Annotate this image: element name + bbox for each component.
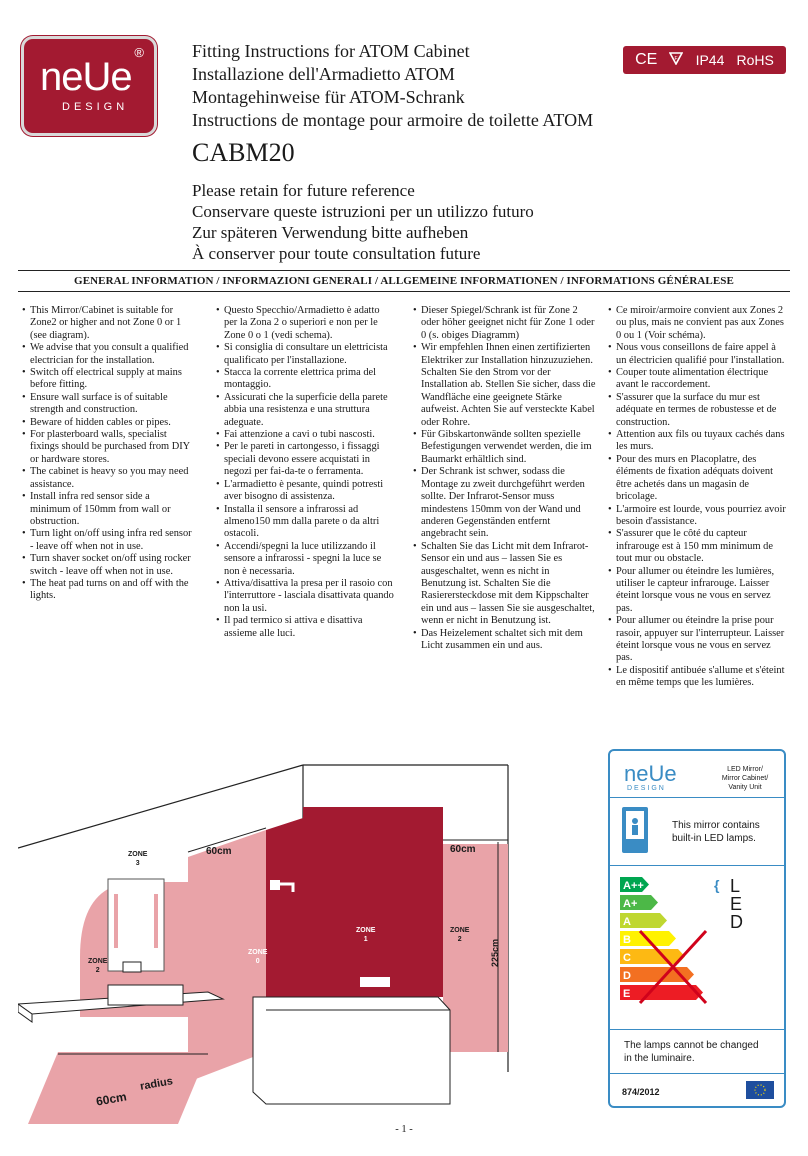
column-german (413, 305, 596, 652)
page-number: - 1 - (395, 1124, 413, 1135)
energy-class-label: A++ (623, 880, 644, 892)
list-item: • Turn light on/off using infra red sensor - leave off when not in use. (22, 528, 192, 553)
ip-rating: IP44 (695, 52, 725, 68)
lamps-cannot-change-notice: The lamps cannot be changed in the luminaire. (624, 1040, 759, 1064)
dimension-radius: radius (139, 1075, 174, 1093)
energy-class-label: A+ (623, 898, 638, 910)
list-item: • Ensure wall surface is of suitable strength and construction. (22, 392, 192, 417)
title-de: Montagehinweise für ATOM-Schrank (192, 87, 465, 107)
column-italian (216, 305, 394, 640)
energy-class-label: D (623, 970, 631, 982)
label-logo-sub: DESIGN (627, 785, 666, 792)
list-item: • Il pad termico si attiva e disattiva assieme alle luci. (216, 615, 394, 640)
list-item: • Für Gibskartonwände sollten spezielle Befestigungen verwendet werden, die im Baumarkt erhältlich sind. (413, 429, 596, 466)
list-item: • This Mirror/Cabinet is suitable for Zone2 or higher and not Zone 0 or 1 (see diagram). (22, 305, 192, 342)
divider (610, 1073, 784, 1074)
section-header: GENERAL INFORMATION / INFORMAZIONI GENERALI / ALLGEMEINE INFORMATIONEN / INFORMATIONS GÉNÉRALESE (74, 275, 734, 287)
list-item: • Installa il sensore a infrarossi ad almeno150 mm dalla parete o da altri ostacoli. (216, 504, 394, 541)
list-item: • Pour allumer ou éteindre la prise pour rasoir, appuyer sur l'interrupteur. Laisser éteint lorsque vous ne vous en servez pas. (608, 615, 788, 665)
list-item: • Das Heizelement schaltet sich mit dem Licht zusammen ein und aus. (413, 628, 596, 653)
divider (18, 270, 790, 271)
dimension-radius-value: 60cm (95, 1089, 128, 1109)
retain-fr: À conserver pour toute consultation future (192, 244, 481, 263)
column-english (22, 305, 192, 603)
list-item: • For plasterboard walls, specialist fixings should be purchased from DIY or hardware stores. (22, 429, 192, 466)
list-item: • L'armadietto è pesante, quindi potresti aver bisogno di assistenza. (216, 479, 394, 504)
list-item: • Pour allumer ou éteindre les lumières, utiliser le capteur infrarouge. Laisser éteint lorsque vous ne vous en servez pas. (608, 566, 788, 616)
list-item: • Accendi/spegni la luce utilizzando il sensore a infrarossi - spegni la luce se non è necessaria. (216, 541, 394, 578)
list-item: • The heat pad turns on and off with the lights. (22, 578, 192, 603)
zones-illustration (18, 752, 590, 1124)
list-item: • Couper toute alimentation électrique avant le raccordement. (608, 367, 788, 392)
list-item: • Ce miroir/armoire convient aux Zones 2 ou plus, mais ne convient pas aux Zones 0 ou 1 (Voir schéma). (608, 305, 788, 342)
list-item: • Install infra red sensor side a minimum of 150mm from wall or obstruction. (22, 491, 192, 528)
list-item: • S'assurer que la surface du mur est adéquate en termes de robustesse et de construction. (608, 392, 788, 429)
list-item: • L'armoire est lourde, vous pourriez avoir besoin d'assistance. (608, 504, 788, 529)
energy-class-label: E (623, 988, 631, 1000)
logo-wordmark: neUe (40, 55, 132, 99)
list-item: • S'assurer que le côté du capteur infrarouge est à 150 mm minimum de tout mur ou obstacle. (608, 528, 788, 565)
triangle-icon (669, 52, 683, 68)
divider (18, 291, 790, 292)
list-item: • We advise that you consult a qualified electrician for the installation. (22, 342, 192, 367)
regulation-number: 874/2012 (622, 1087, 660, 1097)
title-en: Fitting Instructions for ATOM Cabinet (192, 41, 470, 61)
list-item: • The cabinet is heavy so you may need assistance. (22, 466, 192, 491)
list-item: • Le dispositif antibuée s'allume et s'éteint en même temps que les lumières. (608, 665, 788, 690)
certification-bar (623, 46, 786, 74)
retain-it: Conservare queste istruzioni per un utilizzo futuro (192, 202, 534, 221)
list-item: • Turn shaver socket on/off using rocker switch - leave off when not in use. (22, 553, 192, 578)
list-item: • Assicurati che la superficie della parete abbia una resistenza e una struttura adeguate. (216, 392, 394, 429)
list-item: • Schalten Sie das Licht mit dem Infrarot-Sensor ein und aus – lassen Sie es ausgeschaltet, wenn es nicht in Benutzung ist. Schalten Sie die Rasierersteckdose mit dem Kippschalter ein und aus – lassen Sie sie ausgeschaltet, wenn er nicht in Benutzung ist. (413, 541, 596, 628)
title-it: Installazione dell'Armadietto ATOM (192, 64, 455, 84)
dimension-225cm: 225cm (490, 938, 500, 967)
divider (610, 865, 784, 866)
built-in-lamps-notice: This mirror contains built-in LED lamps. (672, 820, 760, 844)
label-zone-2-left: ZONE 2 (88, 958, 108, 974)
model-number: CABM20 (192, 138, 295, 167)
title-block (192, 40, 662, 132)
energy-class-bars (620, 877, 720, 1017)
label-zone-1: ZONE 1 (356, 927, 376, 943)
list-item: • Wir empfehlen Ihnen einen zertifizierten Elektriker zur Installation hinzuzuziehen. Schalten Sie den Strom vor der Installation ab. Stellen Sie sicher, dass die Wandfläche eine geeignete Stärke aufweist. Achten Sie auf versteckte Kabel oder Rohre. (413, 342, 596, 429)
list-item: • Si consiglia di consultare un elettricista qualificato per l'installazione. (216, 342, 394, 367)
energy-class-label: A (623, 916, 631, 928)
ce-mark: CE (635, 51, 658, 68)
registered-mark: ® (134, 45, 144, 60)
energy-label (608, 749, 786, 1108)
divider (610, 797, 784, 798)
title-fr: Instructions de montage pour armoire de toilette ATOM (192, 110, 594, 130)
list-item: • Pour des murs en Placoplatre, des éléments de fixation adéquats doivent être achetés dans un magasin de bricolage. (608, 454, 788, 504)
energy-class-label: B (623, 934, 631, 946)
energy-class-label: C (623, 952, 631, 964)
mirror-lamp-icon (622, 807, 648, 853)
list-item: • Questo Specchio/Armadietto è adatto per la Zona 2 o superiori e non per le Zone 0 o 1 (vedi schema). (216, 305, 394, 342)
list-item: • Fai attenzione a cavi o tubi nascosti. (216, 429, 394, 441)
list-item: • Switch off electrical supply at mains before fitting. (22, 367, 192, 392)
divider (610, 1029, 784, 1030)
list-item: • Nous vous conseillons de faire appel à un électricien qualifié pour l'installation. (608, 342, 788, 367)
brace-icon: { (714, 877, 720, 893)
bathroom-zones-diagram (18, 752, 590, 1124)
column-french (608, 305, 788, 690)
retain-en: Please retain for future reference (192, 181, 415, 200)
led-marker: L E D (730, 876, 743, 932)
list-item: • Dieser Spiegel/Schrank ist für Zone 2 oder höher geeignet nicht für Zone 1 oder 0 (s. obiges Diagramm) (413, 305, 596, 342)
label-zone-3: ZONE 3 (128, 851, 148, 867)
label-product-type: LED Mirror/ Mirror Cabinet/ Vanity Unit (721, 766, 769, 791)
list-item: • Beware of hidden cables or pipes. (22, 417, 192, 429)
list-item: • Der Schrank ist schwer, sodass die Montage zu zweit durchgeführt werden sollte. Der Infrarot-Sensor muss mindestens 150mm von der Wand und anderen Gegenständen entfernt angebracht sein. (413, 466, 596, 540)
brand-logo (21, 36, 157, 136)
dimension-60cm-right: 60cm (450, 844, 476, 855)
list-item: • Per le pareti in cartongesso, i fissaggi speciali devono essere acquistati in negozi per fai-da-te o ferramenta. (216, 441, 394, 478)
logo-subtitle: DESIGN (62, 101, 129, 113)
label-logo-word: neUe (624, 761, 677, 786)
label-zone-2-right: ZONE 2 (450, 927, 470, 943)
rohs-mark: RoHS (736, 52, 774, 68)
list-item: • Attiva/disattiva la presa per il rasoio con l'interruttore - lasciala disattivata quando non la usi. (216, 578, 394, 615)
retain-de: Zur späteren Verwendung bitte aufheben (192, 223, 469, 242)
label-zone-0: ZONE 0 (248, 949, 268, 965)
svg-text:F: F (674, 56, 678, 62)
eu-flag-icon (746, 1081, 774, 1099)
retain-notice (192, 180, 662, 264)
dimension-60cm-left: 60cm (206, 846, 232, 857)
list-item: • Attention aux fils ou tuyaux cachés dans les murs. (608, 429, 788, 454)
list-item: • Stacca la corrente elettrica prima del montaggio. (216, 367, 394, 392)
